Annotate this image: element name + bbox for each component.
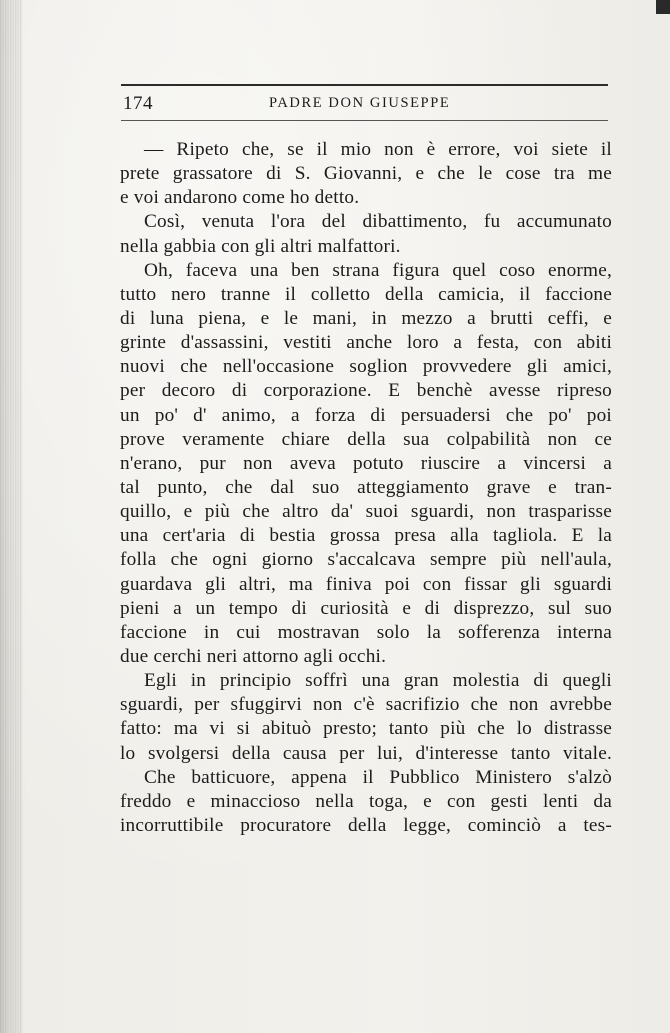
text-line: Oh, faceva una ben strana figura quel coso enorme,	[144, 259, 613, 281]
text-line: un po' d' animo, a forza di persuadersi che po' poi	[120, 404, 612, 426]
text-line: Egli in principio soffrì una gran molestia di quegli	[144, 670, 612, 692]
text-line: di luna piena, e le mani, in mezzo a brutti ceffi, e	[120, 307, 612, 329]
text-line: una cert'aria di bestia grossa presa alla tagliola. E la	[120, 525, 613, 547]
text-line: prove veramente chiare della sua colpabilità non ce	[120, 428, 612, 450]
text-line: pieni a un tempo di curiosità e di disprezzo, sul suo	[120, 597, 613, 619]
text-line: Che batticuore, appena il Pubblico Ministero s'alzò	[144, 766, 612, 788]
text-line: faccione in cui mostravan solo la sofferenza interna	[120, 621, 612, 643]
text-line: — Ripeto che, se il mio non è errore, voi siete il	[144, 139, 612, 160]
body-text	[120, 138, 612, 838]
header-rule-top	[121, 84, 608, 86]
text-line: prete grassatore di S. Giovanni, e che le cose tra me	[120, 163, 612, 185]
text-line: quillo, e più che altro da' suoi sguardi, non trasparisse	[120, 501, 612, 523]
binding-gutter	[0, 0, 22, 1033]
text-line: incorruttibile procuratore della legge, cominciò a tes-	[120, 814, 613, 836]
text-line: lo svolgersi della causa per lui, d'interesse tanto vitale.	[120, 742, 612, 764]
text-line: tal punto, che dal suo atteggiamento grave e tran-	[120, 476, 613, 498]
page-number: 174	[123, 93, 153, 114]
scan-corner-mark	[656, 0, 670, 14]
text-line: fatto: ma vi si abituò presto; tanto più che lo distrasse	[120, 718, 613, 740]
text-line: freddo e minaccioso nella toga, e con gesti lenti da	[120, 790, 612, 812]
text-line: per decoro di corporazione. E benchè avesse ripreso	[120, 380, 612, 402]
running-title: PADRE DON GIUSEPPE	[269, 95, 451, 111]
text-line: due cerchi neri attorno agli occhi.	[120, 645, 387, 667]
page-header	[121, 84, 608, 124]
text-line: tutto nero tranne il colletto della camicia, il faccione	[120, 283, 613, 305]
header-rule-bottom	[121, 120, 608, 121]
text-line: nella gabbia con gli altri malfattori.	[120, 235, 401, 257]
text-line: nuovi che nell'occasione soglion provvedere gli amici,	[120, 356, 612, 378]
text-line: grinte d'assassini, vestiti anche loro a festa, con abiti	[120, 332, 613, 354]
text-line: guardava gli altri, ma finiva poi con fissar gli sguardi	[120, 573, 612, 595]
text-line: e voi andarono come ho detto.	[120, 187, 360, 209]
text-line: n'erano, pur non aveva potuto riuscire a vincersi a	[120, 452, 613, 474]
text-line: folla che ogni giorno s'accalcava sempre più nell'aula,	[120, 549, 612, 571]
text-line: sguardi, per sfuggirvi non c'è sacrifizio che non avrebbe	[120, 694, 612, 716]
text-line: Così, venuta l'ora del dibattimento, fu accumunato	[144, 211, 612, 233]
